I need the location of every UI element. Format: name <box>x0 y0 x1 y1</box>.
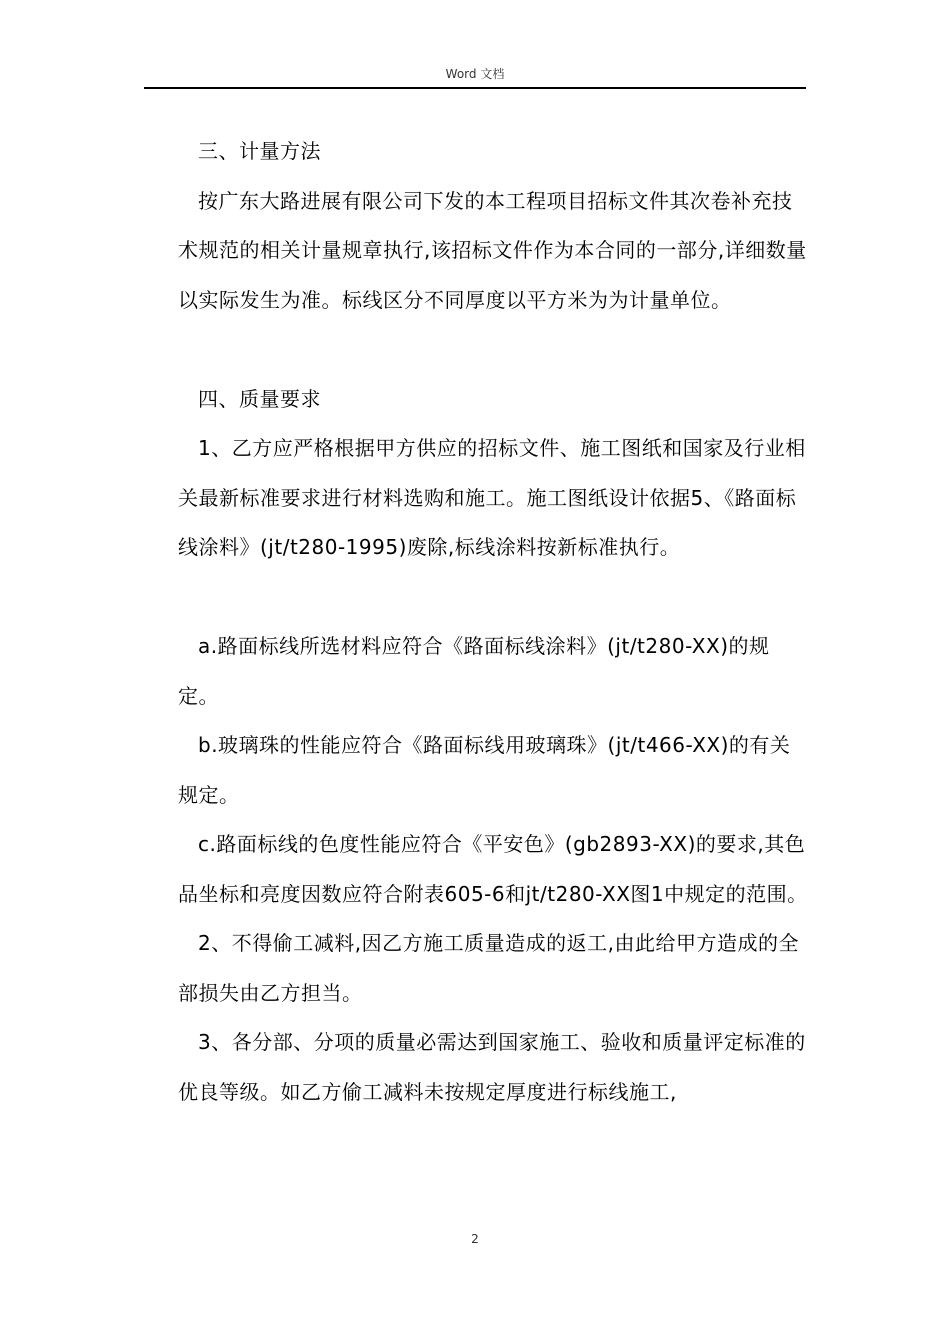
paragraph-quality-1: 1、乙方应严格根据甲方供应的招标文件、施工图纸和国家及行业相关最新标准要求进行材料选购和施工。施工图纸设计依据5、《路面标线涂料》(jt/t280-1995)废除,标线涂料按新标准执行。 <box>178 436 806 559</box>
document-body <box>178 127 808 1117</box>
section-heading-quality: 四、质量要求 <box>198 386 321 411</box>
page-number: 2 <box>471 1232 479 1246</box>
paragraph-item-a: a.路面标线所选材料应符合《路面标线涂料》(jt/t280-XX)的规定。 <box>178 634 770 708</box>
paragraph-measurement: 按广东大路进展有限公司下发的本工程项目招标文件其次卷补充技术规范的相关计量规章执行,该招标文件作为本合同的一部分,详细数量以实际发生为准。标线区分不同厚度以平方米为为计量单位。 <box>178 188 807 312</box>
header-divider <box>144 87 806 89</box>
page-header: Word 文档 <box>445 67 505 81</box>
blank-line <box>178 573 808 623</box>
section-heading-measurement: 三、计量方法 <box>198 139 321 163</box>
paragraph-quality-3: 3、各分部、分项的质量必需达到国家施工、验收和质量评定标准的优良等级。如乙方偷工减料未按规定厚度进行标线施工, <box>178 1030 806 1104</box>
paragraph-item-b: b.玻璃珠的性能应符合《路面标线用玻璃珠》(jt/t466-XX)的有关规定。 <box>178 733 791 807</box>
blank-line <box>178 325 808 375</box>
paragraph-quality-2: 2、不得偷工减料,因乙方施工质量造成的返工,由此给甲方造成的全部损失由乙方担当。 <box>178 931 799 1005</box>
paragraph-item-c: c.路面标线的色度性能应符合《平安色》(gb2893-XX)的要求,其色品坐标和亮度因数应符合附表605-6和jt/t280-XX图1中规定的范围。 <box>178 832 808 906</box>
